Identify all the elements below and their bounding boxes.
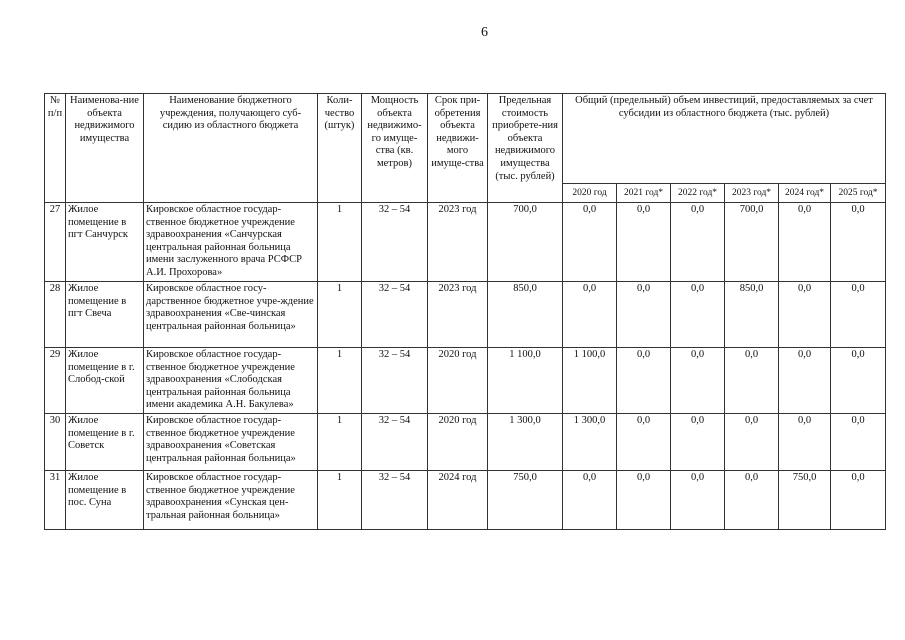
row-number: 28 bbox=[45, 282, 66, 348]
value-2024: 0,0 bbox=[779, 414, 831, 471]
value-2023: 0,0 bbox=[725, 471, 779, 530]
value-2025: 0,0 bbox=[831, 414, 886, 471]
value-2020: 0,0 bbox=[563, 203, 617, 282]
header-year: 2023 год* bbox=[725, 184, 779, 203]
investment-table bbox=[44, 93, 886, 530]
institution-name: Кировское областное государ-ственное бюджетное учреждение здравоохранения «Санчурская центральная районная больница имени заслуженного врача РСФСР А.И. Прохорова» bbox=[144, 203, 318, 282]
value-2024: 750,0 bbox=[779, 471, 831, 530]
cost: 1 300,0 bbox=[488, 414, 563, 471]
cost: 700,0 bbox=[488, 203, 563, 282]
value-2022: 0,0 bbox=[671, 282, 725, 348]
cost: 750,0 bbox=[488, 471, 563, 530]
object-name: Жилое помещение в пос. Суна bbox=[66, 471, 144, 530]
table-row bbox=[45, 471, 886, 530]
term: 2023 год bbox=[428, 282, 488, 348]
term: 2020 год bbox=[428, 414, 488, 471]
header-year: 2020 год bbox=[563, 184, 617, 203]
quantity: 1 bbox=[318, 414, 362, 471]
header-year: 2024 год* bbox=[779, 184, 831, 203]
header-object: Наименова-ние объекта недвижимого имущества bbox=[66, 94, 144, 203]
header-year: 2021 год* bbox=[617, 184, 671, 203]
cost: 850,0 bbox=[488, 282, 563, 348]
header-year: 2025 год* bbox=[831, 184, 886, 203]
value-2021: 0,0 bbox=[617, 282, 671, 348]
row-number: 27 bbox=[45, 203, 66, 282]
capacity: 32 – 54 bbox=[362, 282, 428, 348]
object-name: Жилое помещение в пгт Свеча bbox=[66, 282, 144, 348]
value-2021: 0,0 bbox=[617, 348, 671, 414]
header-term: Срок при-обретения объекта недвижи-мого имуще-ства bbox=[428, 94, 488, 203]
institution-name: Кировское областное государ-ственное бюджетное учреждение здравоохранения «Сунская цен-тральная районная больница» bbox=[144, 471, 318, 530]
value-2020: 1 100,0 bbox=[563, 348, 617, 414]
value-2023: 0,0 bbox=[725, 348, 779, 414]
header-quantity: Коли-чество (штук) bbox=[318, 94, 362, 203]
object-name: Жилое помещение в пгт Санчурск bbox=[66, 203, 144, 282]
cost: 1 100,0 bbox=[488, 348, 563, 414]
term: 2020 год bbox=[428, 348, 488, 414]
quantity: 1 bbox=[318, 282, 362, 348]
value-2020: 0,0 bbox=[563, 282, 617, 348]
value-2024: 0,0 bbox=[779, 203, 831, 282]
value-2023: 0,0 bbox=[725, 414, 779, 471]
institution-name: Кировское областное государ-ственное бюджетное учреждение здравоохранения «Советская центральная районная больница» bbox=[144, 414, 318, 471]
value-2021: 0,0 bbox=[617, 471, 671, 530]
value-2022: 0,0 bbox=[671, 414, 725, 471]
capacity: 32 – 54 bbox=[362, 414, 428, 471]
header-cost: Предельная стоимость приобрете-ния объекта недвижимого имущества (тыс. рублей) bbox=[488, 94, 563, 203]
capacity: 32 – 54 bbox=[362, 348, 428, 414]
page-number: 6 bbox=[481, 25, 488, 40]
object-name: Жилое помещение в г. Слобод-ской bbox=[66, 348, 144, 414]
object-name: Жилое помещение в г. Советск bbox=[66, 414, 144, 471]
value-2021: 0,0 bbox=[617, 414, 671, 471]
value-2022: 0,0 bbox=[671, 348, 725, 414]
table-row bbox=[45, 282, 886, 348]
table-row bbox=[45, 348, 886, 414]
value-2021: 0,0 bbox=[617, 203, 671, 282]
table-row bbox=[45, 414, 886, 471]
value-2022: 0,0 bbox=[671, 471, 725, 530]
value-2025: 0,0 bbox=[831, 348, 886, 414]
value-2024: 0,0 bbox=[779, 282, 831, 348]
header-capacity: Мощность объекта недвижимо-го имуще-ства (кв. метров) bbox=[362, 94, 428, 203]
term: 2024 год bbox=[428, 471, 488, 530]
header-institution: Наименование бюджетного учреждения, получающего суб-сидию из областного бюджета bbox=[144, 94, 318, 203]
value-2023: 700,0 bbox=[725, 203, 779, 282]
value-2025: 0,0 bbox=[831, 282, 886, 348]
value-2025: 0,0 bbox=[831, 203, 886, 282]
quantity: 1 bbox=[318, 348, 362, 414]
value-2020: 0,0 bbox=[563, 471, 617, 530]
value-2023: 850,0 bbox=[725, 282, 779, 348]
institution-name: Кировское областное госу-дарственное бюджетное учре-ждение здравоохранения «Све-чинская центральная районная больница» bbox=[144, 282, 318, 348]
header-year: 2022 год* bbox=[671, 184, 725, 203]
table-row bbox=[45, 203, 886, 282]
capacity: 32 – 54 bbox=[362, 471, 428, 530]
value-2020: 1 300,0 bbox=[563, 414, 617, 471]
value-2022: 0,0 bbox=[671, 203, 725, 282]
value-2024: 0,0 bbox=[779, 348, 831, 414]
row-number: 29 bbox=[45, 348, 66, 414]
header-total-investment: Общий (предельный) объем инвестиций, предоставляемых за счет субсидии из областного бюджета (тыс. рублей) bbox=[563, 94, 886, 184]
row-number: 31 bbox=[45, 471, 66, 530]
capacity: 32 – 54 bbox=[362, 203, 428, 282]
institution-name: Кировское областное государ-ственное бюджетное учреждение здравоохранения «Слободская центральная районная больница имени академика А.Н. Бакулева» bbox=[144, 348, 318, 414]
quantity: 1 bbox=[318, 203, 362, 282]
table-header bbox=[45, 94, 886, 203]
header-no: № п/п bbox=[45, 94, 66, 203]
term: 2023 год bbox=[428, 203, 488, 282]
row-number: 30 bbox=[45, 414, 66, 471]
quantity: 1 bbox=[318, 471, 362, 530]
value-2025: 0,0 bbox=[831, 471, 886, 530]
